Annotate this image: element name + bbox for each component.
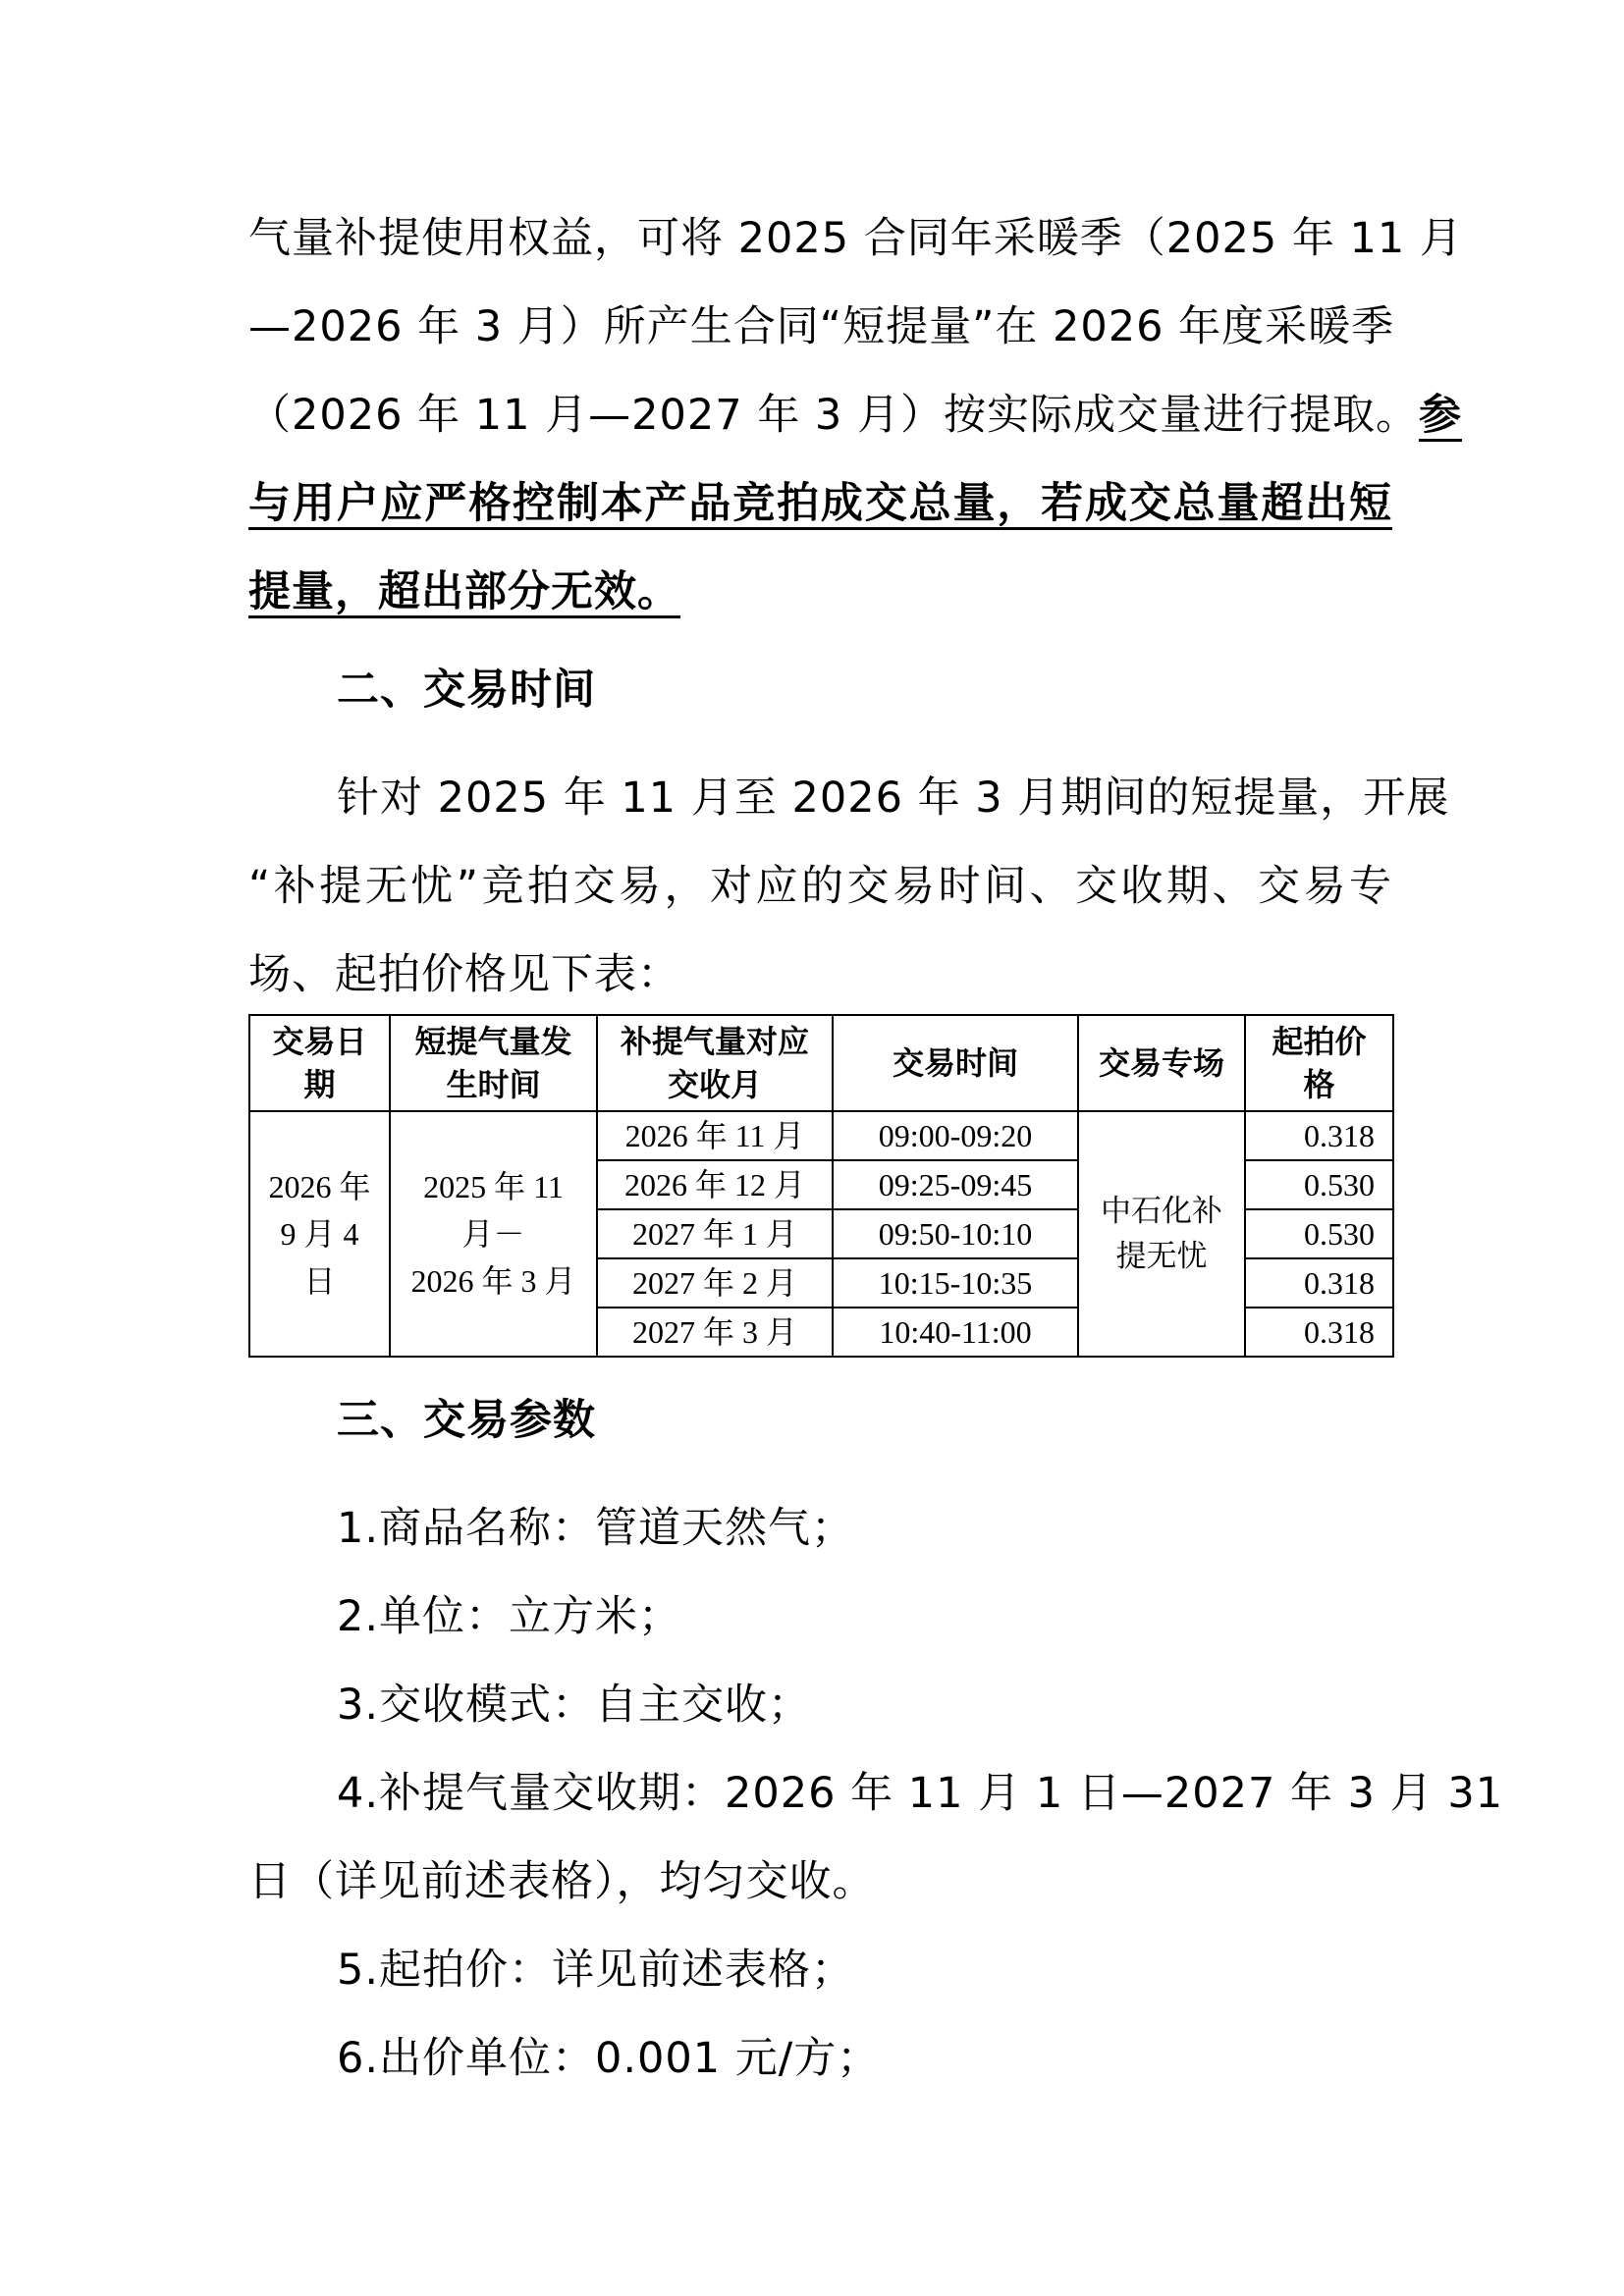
paragraph-line: 气量补提使用权益，可将 2025 合同年采暖季（2025 年 11 月	[248, 214, 1463, 263]
trade-time-cell: 10:40-11:00	[833, 1308, 1078, 1357]
trade-time-cell: 10:15-10:35	[833, 1258, 1078, 1308]
table-row	[249, 1111, 1393, 1160]
start-price-cell: 0.318	[1245, 1111, 1393, 1160]
start-price-cell: 0.318	[1245, 1308, 1393, 1357]
trade-date-cell: 2026 年 9 月 4 日	[249, 1111, 390, 1357]
delivery-month-cell: 2026 年 12 月	[597, 1160, 833, 1209]
start-price-cell: 0.530	[1245, 1209, 1393, 1258]
delivery-month-cell: 2027 年 2 月	[597, 1258, 833, 1308]
start-price-cell: 0.318	[1245, 1258, 1393, 1308]
param-line: 1.商品名称：管道天然气；	[337, 1504, 855, 1553]
venue-cell: 中石化补 提无忧	[1078, 1111, 1245, 1357]
trade-time-cell: 09:50-10:10	[833, 1209, 1078, 1258]
start-price-cell: 0.530	[1245, 1160, 1393, 1209]
paragraph-line: “补提无忧”竞拍交易，对应的交易时间、交收期、交易专	[248, 862, 1392, 911]
param-line: 3.交收模式：自主交收；	[337, 1681, 812, 1730]
emphasis-text: 参	[1418, 391, 1462, 440]
delivery-month-cell: 2026 年 11 月	[597, 1111, 833, 1160]
emphasis-line	[248, 562, 1392, 621]
emphasis-text: 提量，超出部分无效。	[248, 567, 680, 616]
header-trade-date: 交易日 期	[249, 1015, 390, 1111]
header-shortfall-period: 短提气量发 生时间	[390, 1015, 597, 1111]
paragraph-line: 针对 2025 年 11 月至 2026 年 3 月期间的短提量，开展	[337, 774, 1450, 823]
header-start-price: 起拍价 格	[1245, 1015, 1393, 1111]
paragraph-line: —2026 年 3 月）所产生合同“短提量”在 2026 年度采暖季	[248, 302, 1395, 351]
trading-schedule-table	[248, 1014, 1394, 1358]
section-heading: 三、交易参数	[337, 1396, 596, 1445]
emphasis-line: 与用户应严格控制本产品竞拍成交总量，若成交总量超出短	[248, 479, 1392, 528]
trade-time-cell: 09:25-09:45	[833, 1160, 1078, 1209]
paragraph-text: （2026 年 11 月—2027 年 3 月）按实际成交量进行提取。	[248, 391, 1419, 440]
shortfall-period-cell: 2025 年 11 月－ 2026 年 3 月	[390, 1111, 597, 1357]
trade-time-cell: 09:00-09:20	[833, 1111, 1078, 1160]
paragraph-line: 场、起拍价格见下表：	[248, 950, 680, 999]
param-line: 日（详见前述表格），均匀交收。	[248, 1857, 876, 1906]
header-trade-time: 交易时间	[833, 1015, 1078, 1111]
header-delivery-month: 补提气量对应 交收月	[597, 1015, 833, 1111]
param-line: 5.起拍价：详见前述表格；	[337, 1946, 855, 1995]
param-line: 4.补提气量交收期：2026 年 11 月 1 日—2027 年 3 月 31	[337, 1769, 1504, 1818]
param-line: 2.单位：立方米；	[337, 1592, 682, 1641]
delivery-month-cell: 2027 年 1 月	[597, 1209, 833, 1258]
header-venue: 交易专场	[1078, 1015, 1245, 1111]
param-line: 6.出价单位：0.001 元/方；	[337, 2034, 881, 2083]
delivery-month-cell: 2027 年 3 月	[597, 1308, 833, 1357]
paragraph-line	[248, 386, 1462, 445]
section-heading: 二、交易时间	[337, 666, 596, 715]
table-header-row	[249, 1015, 1393, 1111]
